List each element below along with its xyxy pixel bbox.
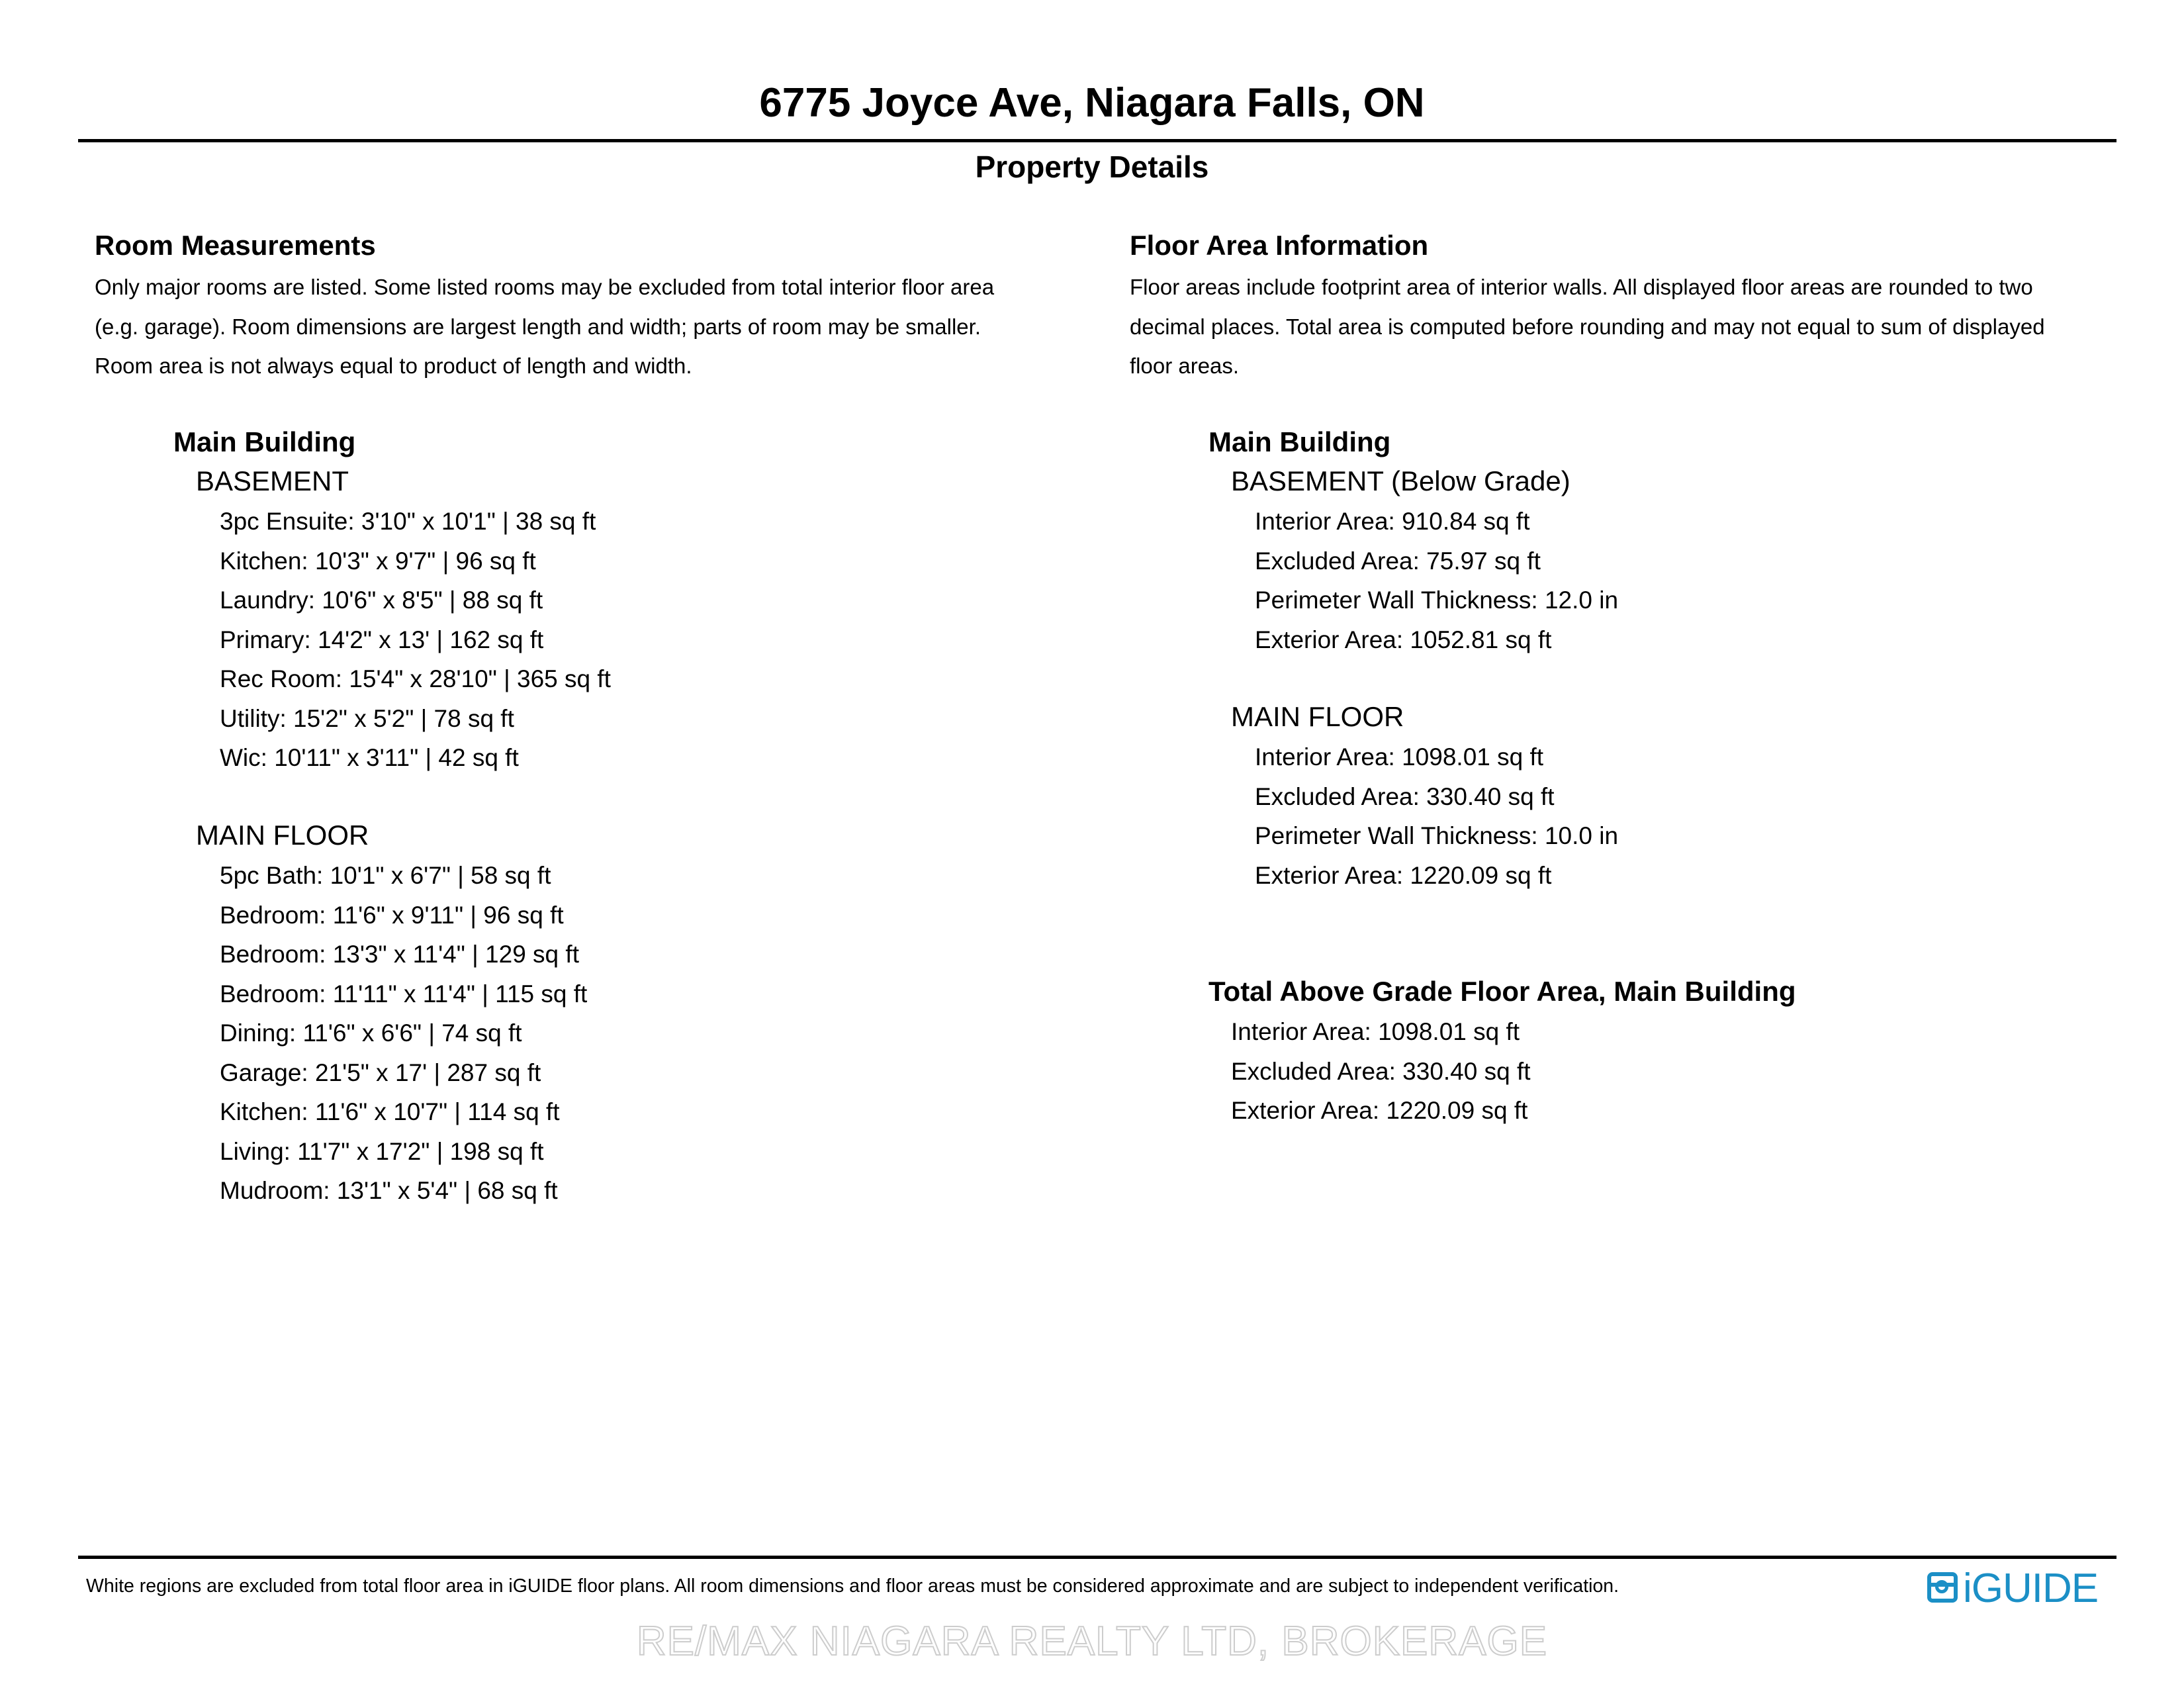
room-item: Mudroom: 13'1" x 5'4" | 68 sq ft	[220, 1177, 558, 1204]
header-divider	[78, 139, 2116, 142]
room-item: Kitchen: 11'6" x 10'7" | 114 sq ft	[220, 1098, 560, 1125]
floor-heading-main: MAIN FLOOR	[196, 820, 369, 851]
room-item: Wic: 10'11" x 3'11" | 42 sq ft	[220, 744, 519, 771]
area-item: Excluded Area: 330.40 sq ft	[1231, 1057, 1531, 1085]
room-measurements-heading: Room Measurements	[95, 230, 376, 261]
floor-area-intro	[1130, 267, 2045, 386]
room-item: Utility: 15'2" x 5'2" | 78 sq ft	[220, 704, 514, 732]
page-title: 6775 Joyce Ave, Niagara Falls, ON	[759, 80, 1425, 126]
area-item: Exterior Area: 1052.81 sq ft	[1255, 626, 1552, 653]
intro-line: Floor areas include footprint area of interior walls. All displayed floor areas are rounded to two	[1130, 275, 2033, 299]
area-item: Perimeter Wall Thickness: 12.0 in	[1255, 586, 1619, 614]
area-item: Interior Area: 1098.01 sq ft	[1255, 743, 1544, 771]
intro-line: (e.g. garage). Room dimensions are largest length and width; parts of room may be smaller.	[95, 314, 981, 339]
room-item: 3pc Ensuite: 3'10" x 10'1" | 38 sq ft	[220, 508, 596, 535]
basement-area-list	[1255, 502, 1618, 659]
area-item: Interior Area: 1098.01 sq ft	[1231, 1018, 1520, 1045]
area-item: Excluded Area: 75.97 sq ft	[1255, 547, 1541, 575]
intro-line: Only major rooms are listed. Some listed rooms may be excluded from total interior floor area	[95, 275, 995, 299]
logo-text: iGUIDE	[1963, 1566, 2099, 1611]
total-area-list	[1231, 1012, 1531, 1131]
room-item: Bedroom: 11'11" x 11'4" | 115 sq ft	[220, 980, 588, 1008]
area-item: Excluded Area: 330.40 sq ft	[1255, 782, 1555, 810]
total-area-heading: Total Above Grade Floor Area, Main Building	[1208, 976, 1796, 1007]
main-floor-area-list	[1255, 737, 1618, 895]
room-item: Primary: 14'2" x 13' | 162 sq ft	[220, 626, 544, 653]
room-building-heading: Main Building	[173, 426, 356, 457]
room-item: Bedroom: 13'3" x 11'4" | 129 sq ft	[220, 941, 579, 968]
room-measurements-intro	[95, 267, 994, 386]
floor-heading-basement: BASEMENT	[196, 465, 349, 496]
room-item: Bedroom: 11'6" x 9'11" | 96 sq ft	[220, 901, 564, 929]
intro-line: Room area is not always equal to product of length and width.	[95, 353, 692, 378]
footer-disclaimer: White regions are excluded from total floor area in iGUIDE floor plans. All room dimensions and floor areas must be considered approximate and are subject to independent verification.	[86, 1575, 1619, 1597]
footer-divider	[78, 1556, 2116, 1559]
room-item: 5pc Bath: 10'1" x 6'7" | 58 sq ft	[220, 862, 551, 889]
room-item: Kitchen: 10'3" x 9'7" | 96 sq ft	[220, 547, 536, 575]
area-item: Perimeter Wall Thickness: 10.0 in	[1255, 822, 1619, 849]
floor-area-heading: Floor Area Information	[1130, 230, 1429, 261]
room-item: Rec Room: 15'4" x 28'10" | 365 sq ft	[220, 665, 611, 692]
room-item: Living: 11'7" x 17'2" | 198 sq ft	[220, 1137, 544, 1165]
area-item: Exterior Area: 1220.09 sq ft	[1231, 1097, 1528, 1124]
basement-room-list	[220, 502, 611, 778]
intro-line: decimal places. Total area is computed before rounding and may not equal to sum of displayed	[1130, 314, 2045, 339]
room-item: Laundry: 10'6" x 8'5" | 88 sq ft	[220, 586, 543, 614]
camera-icon	[1927, 1572, 1958, 1603]
area-floor-heading-basement: BASEMENT (Below Grade)	[1231, 465, 1570, 496]
iguide-logo	[1927, 1568, 2105, 1610]
main-floor-room-list	[220, 856, 587, 1211]
brokerage-watermark: RE/MAX NIAGARA REALTY LTD, BROKERAGE	[636, 1618, 1548, 1664]
area-floor-heading-main: MAIN FLOOR	[1231, 701, 1404, 732]
room-item: Garage: 21'5" x 17' | 287 sq ft	[220, 1058, 541, 1086]
area-item: Interior Area: 910.84 sq ft	[1255, 508, 1530, 535]
area-building-heading: Main Building	[1208, 426, 1391, 457]
intro-line: floor areas.	[1130, 353, 1240, 378]
page-subtitle: Property Details	[975, 150, 1209, 184]
room-item: Dining: 11'6" x 6'6" | 74 sq ft	[220, 1019, 522, 1047]
area-item: Exterior Area: 1220.09 sq ft	[1255, 861, 1552, 889]
